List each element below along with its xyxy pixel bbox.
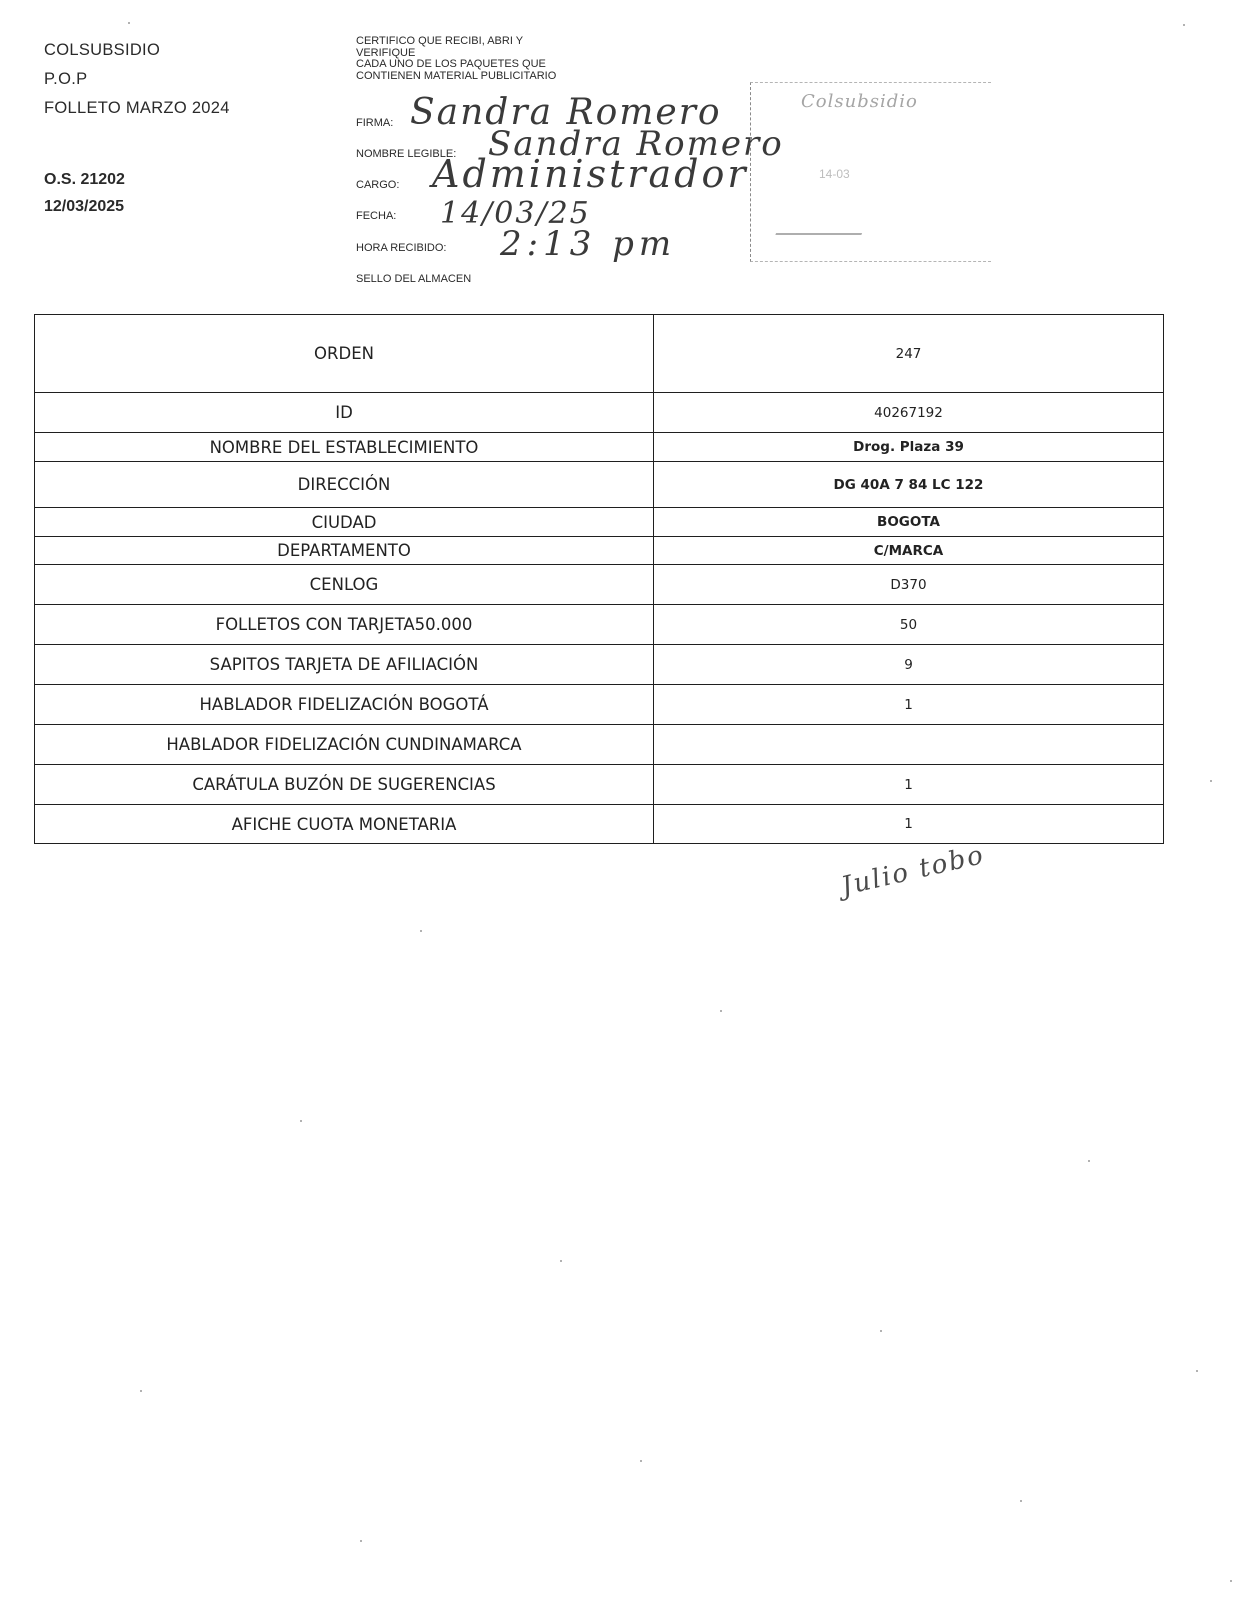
row-value: 247 <box>654 315 1164 393</box>
cargo-label: CARGO: <box>356 179 400 191</box>
row-label: HABLADOR FIDELIZACIÓN CUNDINAMARCA <box>35 725 654 765</box>
scan-speck <box>140 1390 142 1392</box>
scan-speck <box>1088 1160 1090 1162</box>
firma-signature: Sandra Romero <box>410 92 722 133</box>
scan-speck <box>880 1330 882 1332</box>
table-row <box>35 765 1164 805</box>
row-value: 40267192 <box>654 393 1164 433</box>
scan-speck <box>720 1010 722 1012</box>
stamp-signature-mark <box>775 215 868 235</box>
order-service-date: 12/03/2025 <box>44 198 125 215</box>
scan-speck <box>300 1120 302 1122</box>
table-row <box>35 508 1164 537</box>
fecha-label: FECHA: <box>356 210 397 222</box>
table-row <box>35 605 1164 645</box>
scan-speck <box>128 22 130 24</box>
row-label: ORDEN <box>35 315 654 393</box>
table-row <box>35 537 1164 565</box>
table-row <box>35 725 1164 765</box>
order-details-table <box>34 314 1164 844</box>
fecha-handwritten: 14/03/25 <box>440 196 591 231</box>
table-row <box>35 645 1164 685</box>
certification-text <box>356 36 626 82</box>
row-label: DIRECCIÓN <box>35 462 654 508</box>
store-stamp <box>750 82 991 262</box>
row-label: NOMBRE DEL ESTABLECIMIENTO <box>35 433 654 462</box>
row-label: DEPARTAMENTO <box>35 537 654 565</box>
folleto-title: FOLLETO MARZO 2024 <box>44 99 230 117</box>
row-value <box>654 725 1164 765</box>
row-value: Drog. Plaza 39 <box>654 433 1164 462</box>
cargo-handwritten: Administrador <box>432 152 749 196</box>
row-label: SAPITOS TARJETA DE AFILIACIÓN <box>35 645 654 685</box>
order-service-block <box>44 166 125 220</box>
scan-speck <box>640 1460 642 1462</box>
row-label: HABLADOR FIDELIZACIÓN BOGOTÁ <box>35 685 654 725</box>
handwritten-note: Julio tobo <box>838 839 988 903</box>
row-value: 1 <box>654 685 1164 725</box>
cert-line-2: VERIFIQUE <box>356 46 416 59</box>
row-value: D370 <box>654 565 1164 605</box>
table-row <box>35 685 1164 725</box>
row-label: CENLOG <box>35 565 654 605</box>
company-name: COLSUBSIDIO <box>44 41 161 59</box>
scan-speck <box>560 1260 562 1262</box>
stamp-logo: Colsubsidio <box>801 91 918 112</box>
cert-line-3: CADA UNO DE LOS PAQUETES QUE <box>356 58 546 70</box>
row-value: C/MARCA <box>654 537 1164 565</box>
row-label: AFICHE CUOTA MONETARIA <box>35 805 654 844</box>
table-row <box>35 393 1164 433</box>
table-row <box>35 565 1164 605</box>
row-value: 9 <box>654 645 1164 685</box>
stamp-date: 14-03 <box>819 167 850 181</box>
scan-speck <box>420 930 422 932</box>
firma-label: FIRMA: <box>356 117 394 129</box>
row-label: CIUDAD <box>35 508 654 537</box>
document-type: P.O.P <box>44 70 88 88</box>
scan-speck <box>1183 24 1185 26</box>
company-header <box>44 36 230 123</box>
scan-speck <box>1210 780 1212 782</box>
order-service-number: O.S. 21202 <box>44 171 125 188</box>
table-row <box>35 433 1164 462</box>
nombre-label: NOMBRE LEGIBLE: <box>356 148 457 160</box>
row-label: ID <box>35 393 654 433</box>
scan-speck <box>1020 1500 1022 1502</box>
row-value: 50 <box>654 605 1164 645</box>
row-label: FOLLETOS CON TARJETA50.000 <box>35 605 654 645</box>
table-row <box>35 462 1164 508</box>
table-row <box>35 315 1164 393</box>
nombre-handwritten: Sandra Romero <box>488 124 784 164</box>
hora-handwritten: 2:13 pm <box>500 224 677 264</box>
table-row <box>35 805 1164 844</box>
row-value: BOGOTA <box>654 508 1164 537</box>
row-value: DG 40A 7 84 LC 122 <box>654 462 1164 508</box>
cert-line-1: CERTIFICO QUE RECIBI, ABRI Y <box>356 35 524 47</box>
hora-label: HORA RECIBIDO: <box>356 242 447 254</box>
scan-speck <box>1230 1580 1232 1582</box>
cert-line-4: CONTIENEN MATERIAL PUBLICITARIO <box>356 69 557 82</box>
scan-speck <box>360 1540 362 1542</box>
row-label: CARÁTULA BUZÓN DE SUGERENCIAS <box>35 765 654 805</box>
row-value: 1 <box>654 805 1164 844</box>
row-value: 1 <box>654 765 1164 805</box>
sello-label: SELLO DEL ALMACEN <box>356 273 472 285</box>
scan-speck <box>1196 1370 1198 1372</box>
